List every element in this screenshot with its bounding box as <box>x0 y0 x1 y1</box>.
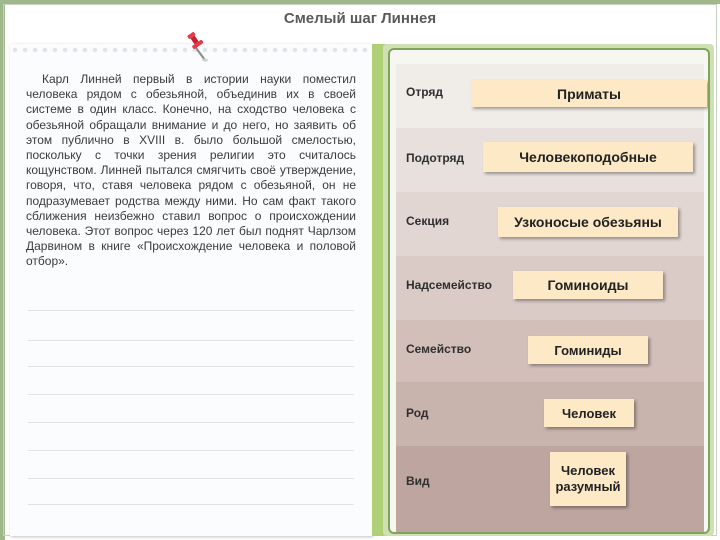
taxonomy-row-superfamily <box>396 256 704 320</box>
taxon-card: Узконосые обезьяны <box>498 207 678 237</box>
taxonomy-row-species <box>396 446 704 532</box>
notepaper <box>10 44 372 536</box>
taxon-card: Приматы <box>471 80 707 107</box>
paper-rule <box>28 394 354 395</box>
rank-label: Семейство <box>406 342 472 356</box>
rank-label: Надсемейство <box>406 278 493 292</box>
taxon-card: Человек разумный <box>550 452 626 506</box>
rank-label: Род <box>406 406 429 420</box>
taxonomy-row-suborder <box>396 128 704 192</box>
taxonomy-row-section <box>396 192 704 256</box>
paper-rule <box>28 422 354 423</box>
taxonomy-row-family <box>396 320 704 382</box>
rank-label: Отряд <box>406 85 444 99</box>
paper-rule <box>28 310 354 311</box>
taxonomy-row-order <box>396 64 704 128</box>
taxonomy-row-genus <box>396 382 704 446</box>
rank-label: Секция <box>406 214 450 228</box>
paper-rule <box>28 504 354 505</box>
paragraph-text: Карл Линней первый в истории науки поместил человека рядом с обезьяной, объединив их в своей системе в один класс. Конечно, на сходство человека с обезьяной обращали внимание и до него, но заявить об этом публично в XVIII в. было большой смелостью, поскольку с точки зрения религии это считалось кощунством. Линней пытался смягчить своё утверждение, говоря, что, ставя человека рядом с обезьяной, он не подразумевает родства между ними. Но сам факт такого сближения неизбежно ставил вопрос о происхождении человека. Этот вопрос через 120 лет был поднят Чарлзом Дарвином в книге «Происхождение человека и половой отбор». <box>26 72 356 269</box>
rank-label: Подотряд <box>406 151 465 165</box>
taxon-card: Человек <box>544 399 634 427</box>
taxon-card: Человекоподобные <box>483 142 693 172</box>
taxon-card: Гоминиды <box>528 336 648 364</box>
rank-label: Вид <box>406 474 430 488</box>
push-pin-icon <box>185 30 215 64</box>
paper-rule <box>28 478 354 479</box>
paper-rule <box>28 450 354 451</box>
slide-title: Смелый шаг Линнея <box>283 10 437 27</box>
taxon-card: Гоминоиды <box>513 271 663 299</box>
paper-rule <box>28 340 354 341</box>
paper-rule <box>28 366 354 367</box>
taxonomy-board <box>388 48 710 534</box>
